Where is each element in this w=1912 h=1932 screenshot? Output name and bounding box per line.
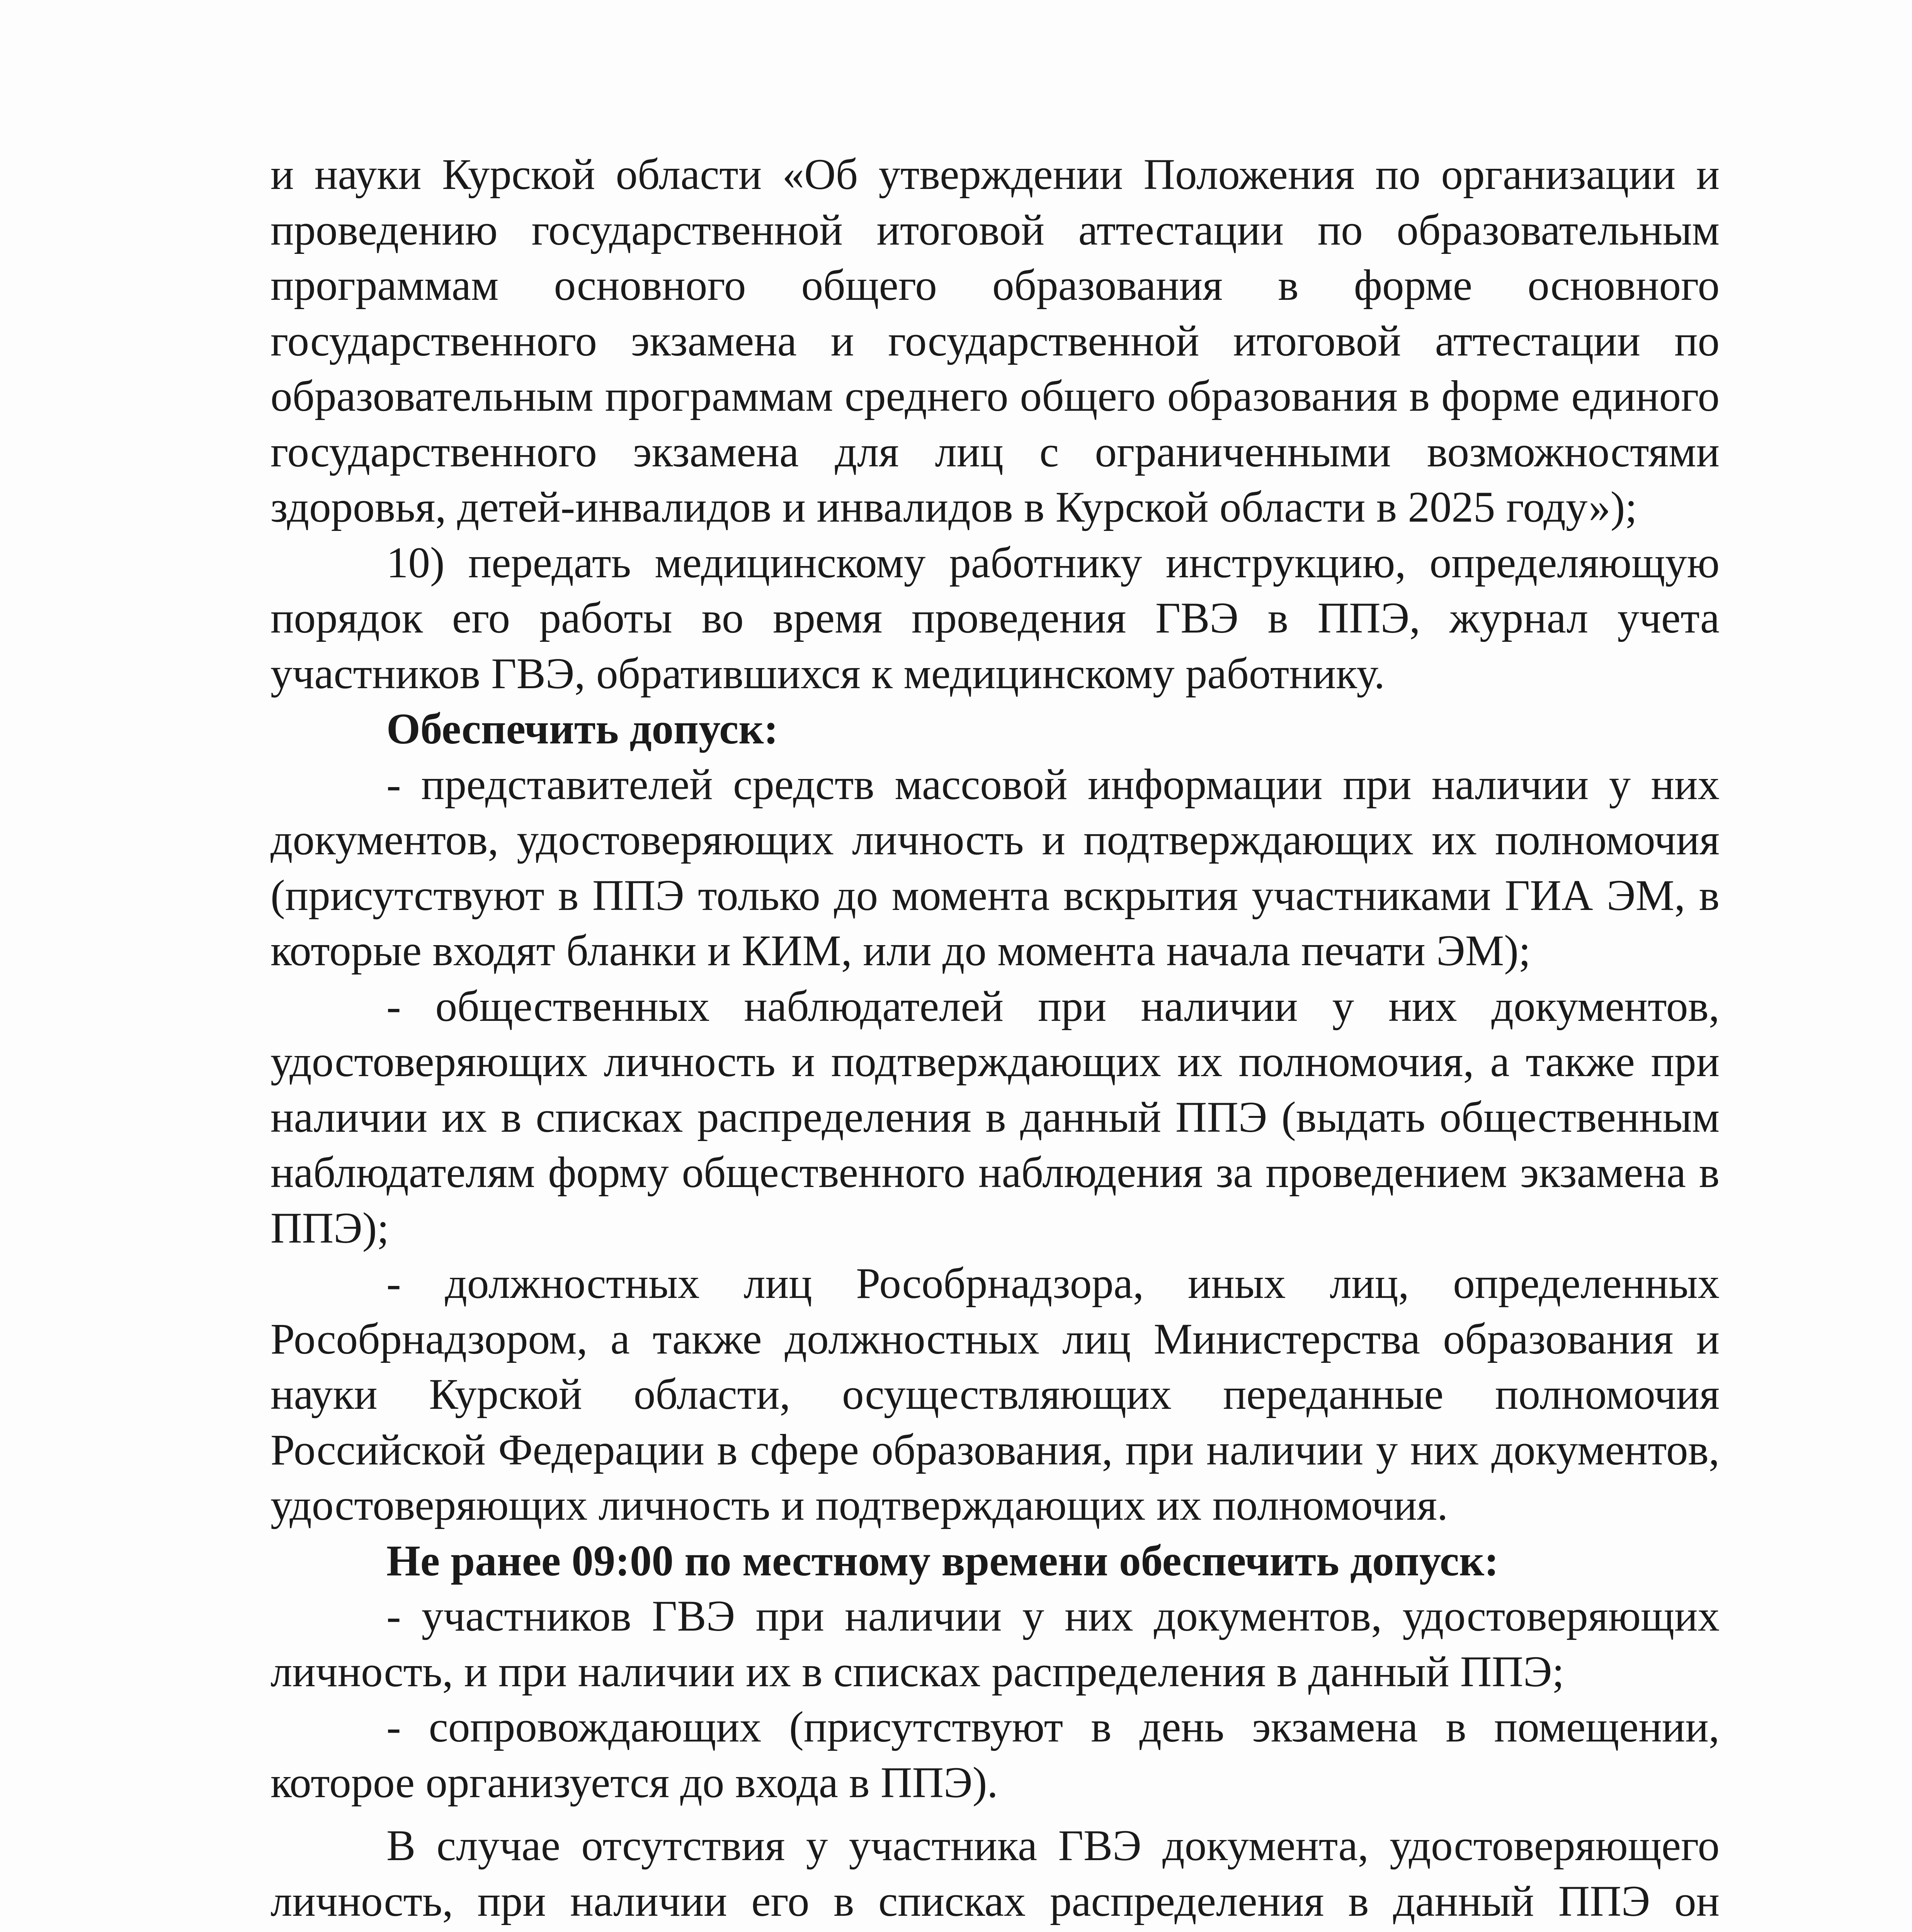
list-item-participants: - участников ГВЭ при наличии у них документов, удостоверяющих личность, и при наличии их в списках распределения в данный ППЭ; [270, 1592, 1720, 1696]
list-item-10: 10) передать медицинскому работнику инструкцию, определяющую порядок его работы во время проведения ГВЭ в ППЭ, журнал учета участников ГВЭ, обратившихся к медицинскому работнику. [270, 538, 1720, 698]
paragraph-no-document: В случае отсутствия у участника ГВЭ документа, удостоверяющего личность, при наличии его в списках распределения в данный ППЭ он [270, 1821, 1720, 1925]
paragraph-continuation: и науки Курской области «Об утверждении Положения по организации и проведению государственной итоговой аттестации по образовательным программам основного общего образования в форме основного государственного экзамена и государственной итоговой аттестации по образовательным программам среднего общего образования в форме единого государственного экзамена для лиц с ограниченными возможностями здоровья, детей-инвалидов и инвалидов в Курской области в 2025 году»); [270, 150, 1720, 531]
document-body [270, 147, 1720, 1932]
list-item-observers: - общественных наблюдателей при наличии у них документов, удостоверяющих личность и подтверждающих их полномочия, а также при наличии их в списках распределения в данный ППЭ (выдать общественным наблюдателям форму общественного наблюдения за проведением экзамена в ППЭ); [270, 982, 1720, 1252]
list-item-officials: - должностных лиц Рособрнадзора, иных лиц, определенных Рособрнадзором, а также должностных лиц Министерства образования и науки Курской области, осуществляющих переданные полномочия Российской Федерации в сфере образования, при наличии у них документов, удостоверяющих личность и подтверждающих их полномочия. [270, 1259, 1720, 1529]
list-item-media: - представителей средств массовой информации при наличии у них документов, удостоверяющих личность и подтверждающих их полномочия (присутствуют в ППЭ только до момента вскрытия участниками ГИА ЭМ, в которые входят бланки и КИМ, или до момента начала печати ЭМ); [270, 760, 1720, 975]
section-heading-time-access: Не ранее 09:00 по местному времени обеспечить допуск: [386, 1536, 1499, 1585]
list-item-escorts: - сопровождающих (присутствуют в день экзамена в помещении, которое организуется до входа в ППЭ). [270, 1703, 1720, 1807]
section-heading-access: Обеспечить допуск: [386, 705, 779, 753]
